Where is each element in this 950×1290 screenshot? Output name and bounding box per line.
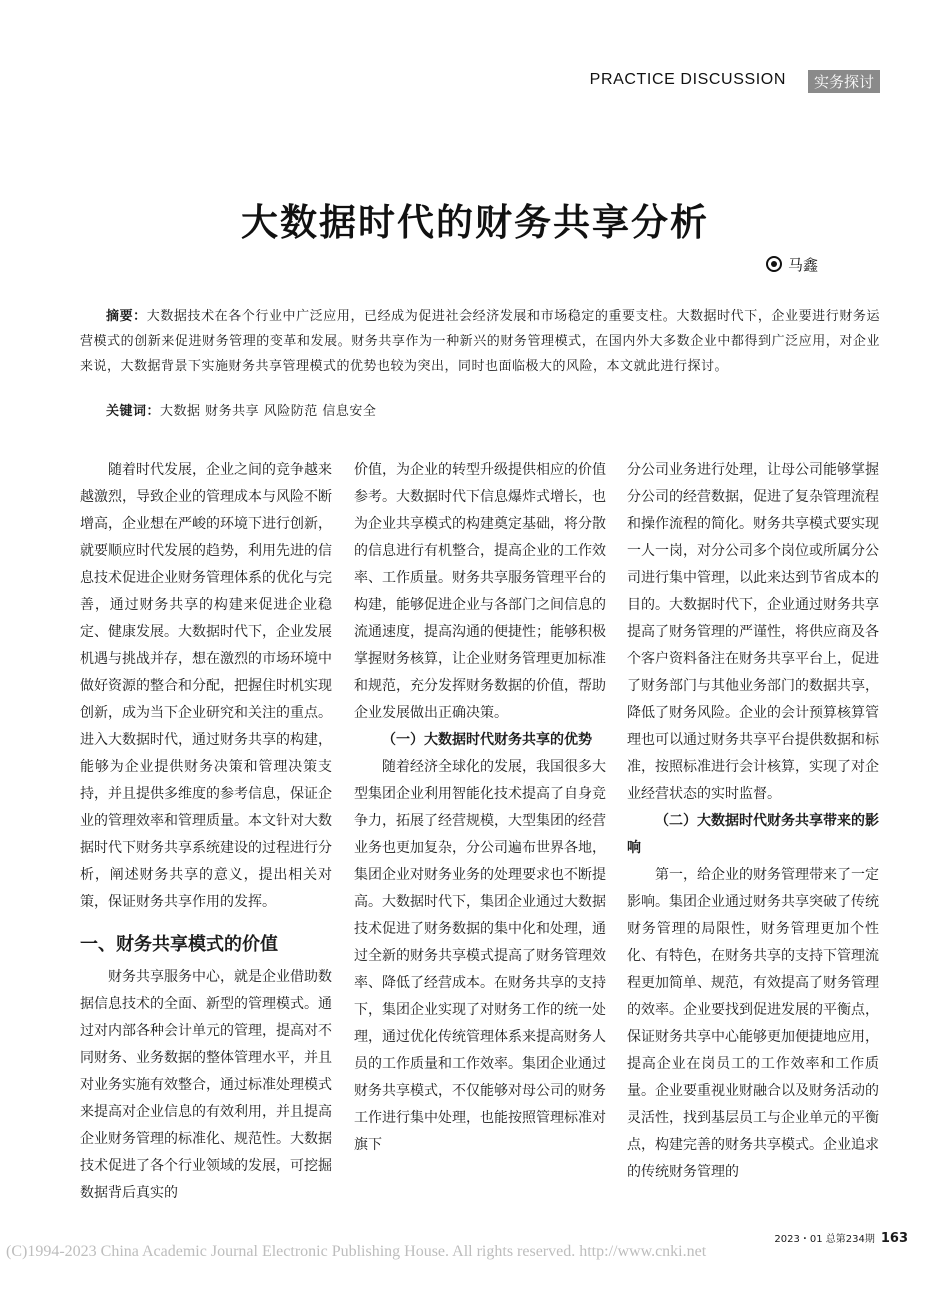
body-column-1 xyxy=(80,457,332,1207)
abstract-label: 摘要： xyxy=(106,309,147,324)
paragraph: 随着经济全球化的发展，我国很多大型集团企业利用智能化技术提高了自身竞争力，拓展了经营规模，大型集团的经营业务也更加复杂，分公司遍布世界各地，集团企业对财务业务的处理要求也不断提高。大数据时代下，集团企业通过大数据技术促进了财务数据的集中化和处理，通过全新的财务共享模式提高了财务管理效率、降低了经营成本。在财务共享的支持下，集团企业实现了对财务工作的统一处理，通过优化传统管理体系来提高财务人员的工作质量和工作效率。集团企业通过财务共享模式，不仅能够对母公司的财务工作进行集中处理，也能按照管理标准对旗下 xyxy=(354,759,606,1153)
page-footer xyxy=(774,1230,908,1246)
author-line xyxy=(766,254,818,275)
keywords-label: 关键词： xyxy=(106,404,161,419)
abstract-text: 大数据技术在各个行业中广泛应用，已经成为促进社会经济发展和市场稳定的重要支柱。大数据时代下，企业要进行财务运营模式的创新来促进财务管理的变革和发展。财务共享作为一种新兴的财务管理模式，在国内外大多数企业中都得到广泛应用，对企业来说，大数据背景下实施财务共享管理模式的优势也较为突出，同时也面临极大的风险，本文就此进行探讨。 xyxy=(80,309,880,374)
section-label-cn: 实务探讨 xyxy=(808,70,880,93)
section-label-en: PRACTICE DISCUSSION xyxy=(589,71,786,88)
subsection-heading: （一）大数据时代财务共享的优势 xyxy=(382,732,592,748)
running-header xyxy=(0,70,880,94)
author-name: 马鑫 xyxy=(787,256,818,274)
issue-info: 2023・01 总第234期 xyxy=(774,1234,875,1245)
keywords xyxy=(80,399,880,424)
body-column-3 xyxy=(627,457,879,1186)
abstract xyxy=(80,304,880,379)
paragraph: 分公司业务进行处理，让母公司能够掌握分公司的经营数据，促进了复杂管理流程和操作流程的简化。财务共享模式要实现一人一岗，对分公司多个岗位或所属分公司进行集中管理，以此来达到节省成本的目的。大数据时代下，企业通过财务共享提高了财务管理的严谨性，将供应商及各个客户资料备注在财务共享平台上，促进了财务部门与其他业务部门的数据共享，降低了财务风险。企业的会计预算核算管理也可以通过财务共享平台提供数据和标准，按照标准进行会计核算，实现了对企业经营状态的实时监督。 xyxy=(627,462,879,802)
paragraph: 价值，为企业的转型升级提供相应的价值参考。大数据时代下信息爆炸式增长，也为企业共享模式的构建奠定基础，将分散的信息进行有机整合，提高企业的工作效率、工作质量。财务共享服务管理平台的构建，能够促进企业与各部门之间信息的流通速度，提高沟通的便捷性；能够积极掌握财务核算，让企业财务管理更加标准和规范，充分发挥财务数据的价值，帮助企业发展做出正确决策。 xyxy=(354,462,606,721)
page-number: 163 xyxy=(880,1231,908,1246)
copyright-watermark: (C)1994-2023 China Academic Journal Electronic Publishing House. All rights reserved. http://www.cnki.net xyxy=(6,1243,707,1260)
paragraph: 随着时代发展，企业之间的竞争越来越激烈，导致企业的管理成本与风险不断增高，企业想在严峻的环境下进行创新，就要顺应时代发展的趋势，利用先进的信息技术促进企业财务管理体系的优化与完善，通过财务共享的构建来促进企业稳定、健康发展。大数据时代下，企业发展机遇与挑战并存，想在激烈的市场环境中做好资源的整合和分配，把握住时机实现创新，成为当下企业研究和关注的重点。进入大数据时代，通过财务共享的构建，能够为企业提供财务决策和管理决策支持，并且提供多维度的参考信息，保证企业的管理效率和管理质量。本文针对大数据时代下财务共享系统建设的过程进行分析，阐述财务共享的意义，提出相关对策，保证财务共享作用的发挥。 xyxy=(80,462,332,910)
paragraph: 第一，给企业的财务管理带来了一定影响。集团企业通过财务共享突破了传统财务管理的局限性，财务管理更加个性化、有特色，在财务共享的支持下管理流程更加简单、规范，有效提高了财务管理的效率。企业要找到促进发展的平衡点，保证财务共享中心能够更加便捷地应用，提高企业在岗员工的工作效率和工作质量。企业要重视业财融合以及财务活动的灵活性，找到基层员工与企业单元的平衡点，构建完善的财务共享模式。企业追求的传统财务管理的 xyxy=(627,867,879,1180)
section-heading: 一、财务共享模式的价值 xyxy=(80,934,278,955)
keywords-text: 大数据 财务共享 风险防范 信息安全 xyxy=(160,404,377,419)
body-column-2 xyxy=(354,457,606,1159)
article-title: 大数据时代的财务共享分析 xyxy=(241,201,709,244)
paragraph: 财务共享服务中心，就是企业借助数据信息技术的全面、新型的管理模式。通过对内部各种会计单元的管理，提高对不同财务、业务数据的整体管理水平，并且对业务实施有效整合，通过标准处理模式来提高对企业信息的有效利用，并且提高企业财务管理的标准化、规范性。大数据技术促进了各个行业领域的发展，可挖掘数据背后真实的 xyxy=(80,969,332,1201)
author-bullet-icon xyxy=(766,256,782,272)
subsection-heading: （二）大数据时代财务共享带来的影响 xyxy=(627,813,879,856)
